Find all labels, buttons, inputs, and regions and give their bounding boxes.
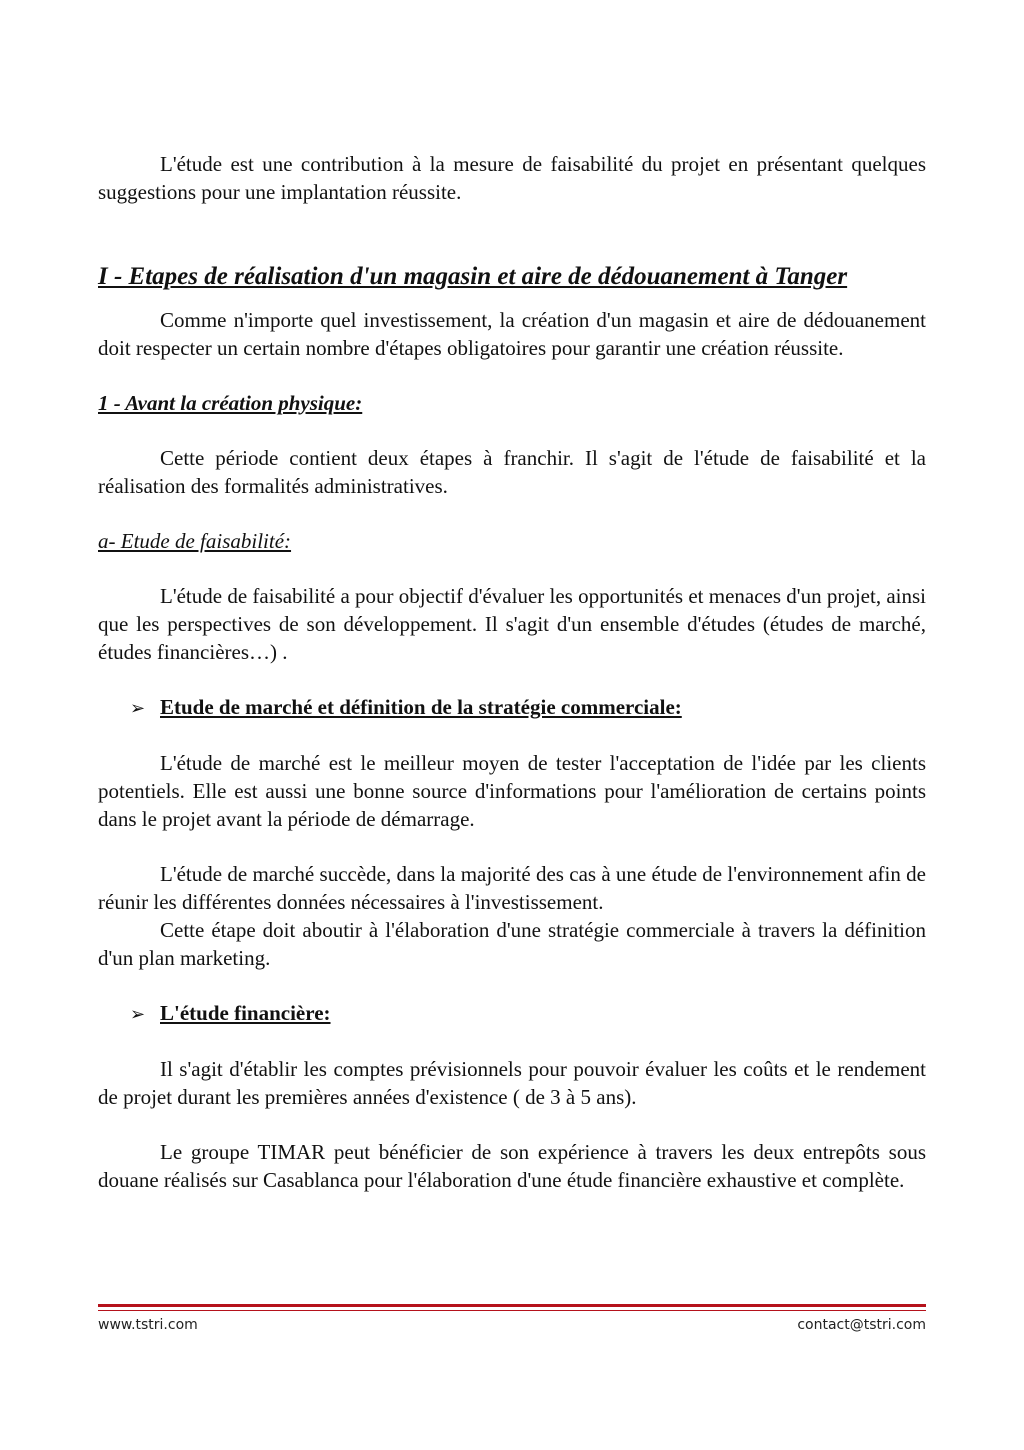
footer-website-link[interactable]: www.tstri.com bbox=[98, 1317, 198, 1333]
arrow-bullet-icon: ➢ bbox=[130, 698, 146, 718]
financial-paragraph-2: Le groupe TIMAR peut bénéficier de son expérience à travers les deux entrepôts sous douane réalisés sur Casablanca pour l'élaboration d'une étude financière exhaustive et complète. bbox=[98, 1140, 926, 1192]
footer bbox=[98, 1317, 926, 1333]
section-paragraph: Comme n'importe quel investissement, la création d'un magasin et aire de dédouanement doit respecter un certain nombre d'étapes obligatoires pour garantir une création réussite. bbox=[98, 308, 926, 360]
subsection-paragraph: Cette période contient deux étapes à franchir. Il s'agit de l'étude de faisabilité et la réalisation des formalités administratives. bbox=[98, 446, 926, 498]
bullet-label: Etude de marché et définition de la stratégie commerciale: bbox=[160, 695, 682, 719]
intro-paragraph: L'étude est une contribution à la mesure de faisabilité du projet en présentant quelques suggestions pour une implantation réussite. bbox=[98, 152, 926, 204]
bullet-label: L'étude financière: bbox=[160, 1001, 331, 1025]
footer-email-link[interactable]: contact@tstri.com bbox=[797, 1317, 926, 1333]
bullet-financial-study bbox=[98, 999, 926, 1028]
market-paragraph-2: L'étude de marché succède, dans la majorité des cas à une étude de l'environnement afin de réunir les différentes données nécessaires à l'investissement. bbox=[98, 862, 926, 914]
subsection-heading: 1 - Avant la création physique: bbox=[98, 391, 363, 415]
section-heading: I - Etapes de réalisation d'un magasin et aire de dédouanement à Tanger bbox=[98, 263, 848, 290]
market-paragraph-1: L'étude de marché est le meilleur moyen de tester l'acceptation de l'idée par les clients potentiels. Elle est aussi une bonne source d'informations pour l'amélioration de certains points dans le projet avant la période de démarrage. bbox=[98, 751, 926, 831]
arrow-bullet-icon: ➢ bbox=[130, 1004, 146, 1024]
financial-paragraph-1: Il s'agit d'établir les comptes prévisionnels pour pouvoir évaluer les coûts et le rendement de projet durant les premières années d'existence ( de 3 à 5 ans). bbox=[98, 1057, 926, 1109]
subsubsection-heading: a- Etude de faisabilité: bbox=[98, 529, 292, 553]
feasibility-paragraph: L'étude de faisabilité a pour objectif d'évaluer les opportunités et menaces d'un projet, ainsi que les perspectives de son développement. Il s'agit d'un ensemble d'études (études de marché, études financières…) . bbox=[98, 584, 926, 664]
document-body bbox=[98, 150, 926, 1194]
bullet-market-study bbox=[98, 693, 926, 722]
footer-divider bbox=[98, 1304, 926, 1311]
market-paragraph-3: Cette étape doit aboutir à l'élaboration d'une stratégie commerciale à travers la définition d'un plan marketing. bbox=[98, 918, 926, 970]
